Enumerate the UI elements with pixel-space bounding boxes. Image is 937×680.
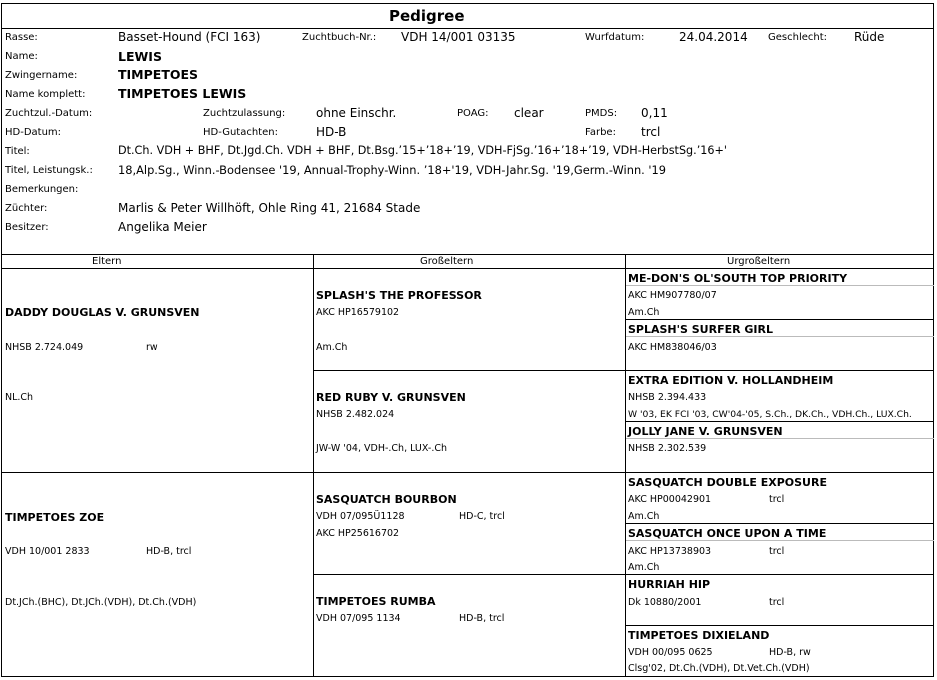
bemerkungen-label: Bemerkungen: [5, 184, 79, 195]
zuchtzul-datum-label: Zuchtzul.-Datum: [5, 108, 93, 119]
ggp-3-title: W '03, EK FCI '03, CW'04-'05, S.Ch., DK.Ch., VDH.Ch., LUX.Ch. [628, 409, 912, 420]
zuechter-value: Marlis & Peter Willhöft, Ohle Ring 41, 21684 Stade [118, 201, 421, 215]
grandsire-paternal-reg: AKC HP16579102 [316, 307, 400, 318]
grandsire-maternal-hd: HD-C, trcl [459, 511, 505, 522]
granddam-maternal-name: TIMPETOES RUMBA [316, 595, 436, 608]
gp-divider-1 [313, 370, 934, 371]
row-line [625, 285, 934, 286]
ggp-divider-4 [625, 625, 934, 626]
father-name: DADDY DOUGLAS V. GRUNSVEN [5, 306, 200, 319]
poag-label: POAG: [457, 108, 489, 119]
ggp-7-color: trcl [769, 597, 785, 608]
header-grosseltern: Großeltern [420, 256, 474, 267]
half-divider [1, 472, 934, 473]
ggp-8-name: TIMPETOES DIXIELAND [628, 629, 770, 642]
grandsire-maternal-reg2: AKC HP25616702 [316, 528, 400, 539]
zuchtzulassung-value: ohne Einschr. [316, 106, 397, 120]
geschlecht-label: Geschlecht: [768, 32, 828, 43]
wurfdatum-label: Wurfdatum: [585, 32, 645, 43]
name-label: Name: [5, 51, 38, 62]
granddam-paternal-name: RED RUBY V. GRUNSVEN [316, 391, 466, 404]
granddam-paternal-reg: NHSB 2.482.024 [316, 409, 395, 420]
row-line [625, 540, 934, 541]
ggp-4-reg: NHSB 2.302.539 [628, 443, 707, 454]
farbe-label: Farbe: [585, 127, 616, 138]
hd-gutachten-value: HD-B [316, 125, 347, 139]
header-urgrosseltern: Urgroßeltern [727, 256, 791, 267]
ggp-divider-1 [625, 319, 934, 320]
col-divider-1 [313, 254, 314, 677]
ggp-1-reg: AKC HM907780/07 [628, 290, 717, 301]
ggp-5-name: SASQUATCH DOUBLE EXPOSURE [628, 476, 827, 489]
rasse-value: Basset-Hound (FCI 163) [118, 30, 261, 44]
farbe-value: trcl [641, 125, 661, 139]
hd-datum-label: HD-Datum: [5, 127, 62, 138]
mother-title: Dt.JCh.(BHC), Dt.JCh.(VDH), Dt.Ch.(VDH) [5, 597, 197, 608]
zuchtbuch-value: VDH 14/001 03135 [401, 30, 516, 44]
header-eltern: Eltern [92, 256, 122, 267]
pedigree-frame [1, 3, 934, 677]
ggp-1-name: ME-DON'S OL'SOUTH TOP PRIORITY [628, 272, 848, 285]
grandsire-paternal-title: Am.Ch [316, 342, 348, 353]
row-line [625, 336, 934, 337]
ggp-1-title: Am.Ch [628, 307, 660, 318]
zuchtzulassung-label: Zuchtzulassung: [203, 108, 286, 119]
col-divider-2 [625, 254, 626, 677]
ggp-4-name: JOLLY JANE V. GRUNSVEN [628, 425, 783, 438]
mother-hd: HD-B, trcl [146, 546, 192, 557]
name-komplett-label: Name komplett: [5, 89, 86, 100]
titel-label: Titel: [5, 146, 30, 157]
ggp-2-reg: AKC HM838046/03 [628, 342, 717, 353]
pmds-label: PMDS: [585, 108, 618, 119]
gp-divider-2 [313, 574, 934, 575]
rasse-label: Rasse: [5, 32, 38, 43]
ggp-6-color: trcl [769, 546, 785, 557]
father-color: rw [146, 342, 158, 353]
mother-reg: VDH 10/001 2833 [5, 546, 90, 557]
ggp-7-name: HURRIAH HIP [628, 578, 711, 591]
ggp-6-reg: AKC HP13738903 [628, 546, 712, 557]
zwinger-label: Zwingername: [5, 70, 78, 81]
geschlecht-value: Rüde [854, 30, 885, 44]
granddam-maternal-reg: VDH 07/095 1134 [316, 613, 401, 624]
ggp-7-reg: Dk 10880/2001 [628, 597, 702, 608]
titel-leistung-label: Titel, Leistungsk.: [5, 165, 93, 176]
titel-leistung-value: 18,Alp.Sg., Winn.-Bodensee '19, Annual-Trophy-Winn. ’18+'19, VDH-Jahr.Sg. '19,Germ.-Winn. '19 [118, 163, 667, 177]
ggp-8-reg: VDH 00/095 0625 [628, 647, 713, 658]
ggp-divider-3 [625, 523, 934, 524]
mother-name: TIMPETOES ZOE [5, 511, 105, 524]
name-value: LEWIS [118, 49, 162, 64]
ggp-5-color: trcl [769, 494, 785, 505]
grandsire-maternal-reg: VDH 07/095Ü1128 [316, 511, 405, 522]
granddam-paternal-title: JW-W '04, VDH-.Ch, LUX-.Ch [316, 443, 448, 454]
ggp-8-hd: HD-B, rw [769, 647, 811, 658]
titel-value: Dt.Ch. VDH + BHF, Dt.Jgd.Ch. VDH + BHF, Dt.Bsg.’15+’18+’19, VDH-FjSg.’16+’18+’19, VDH-HerbstSg.’16+' [118, 144, 727, 157]
header-divider [1, 268, 934, 269]
row-line [625, 438, 934, 439]
ggp-6-name: SASQUATCH ONCE UPON A TIME [628, 527, 827, 540]
ggp-3-reg: NHSB 2.394.433 [628, 392, 707, 403]
ggp-8-title: Clsg'02, Dt.Ch.(VDH), Dt.Vet.Ch.(VDH) [628, 663, 810, 674]
grandsire-paternal-name: SPLASH'S THE PROFESSOR [316, 289, 482, 302]
ggp-divider-2 [625, 421, 934, 422]
title-divider [1, 28, 934, 29]
wurfdatum-value: 24.04.2014 [679, 30, 748, 44]
zwinger-value: TIMPETOES [118, 67, 199, 82]
page-title: Pedigree [389, 7, 465, 25]
pmds-value: 0,11 [641, 106, 668, 120]
ggp-5-title: Am.Ch [628, 511, 660, 522]
zuechter-label: Züchter: [5, 203, 48, 214]
father-reg: NHSB 2.724.049 [5, 342, 84, 353]
ggp-2-name: SPLASH'S SURFER GIRL [628, 323, 774, 336]
name-komplett-value: TIMPETOES LEWIS [118, 86, 247, 101]
granddam-maternal-hd: HD-B, trcl [459, 613, 505, 624]
grandsire-maternal-name: SASQUATCH BOURBON [316, 493, 457, 506]
ggp-6-title: Am.Ch [628, 562, 660, 573]
info-divider [1, 254, 934, 255]
besitzer-label: Besitzer: [5, 222, 49, 233]
ggp-5-reg: AKC HP00042901 [628, 494, 712, 505]
father-title: NL.Ch [5, 392, 34, 403]
poag-value: clear [514, 106, 544, 120]
zuchtbuch-label: Zuchtbuch-Nr.: [302, 32, 377, 43]
besitzer-value: Angelika Meier [118, 220, 207, 234]
ggp-3-name: EXTRA EDITION V. HOLLANDHEIM [628, 374, 834, 387]
hd-gutachten-label: HD-Gutachten: [203, 127, 278, 138]
